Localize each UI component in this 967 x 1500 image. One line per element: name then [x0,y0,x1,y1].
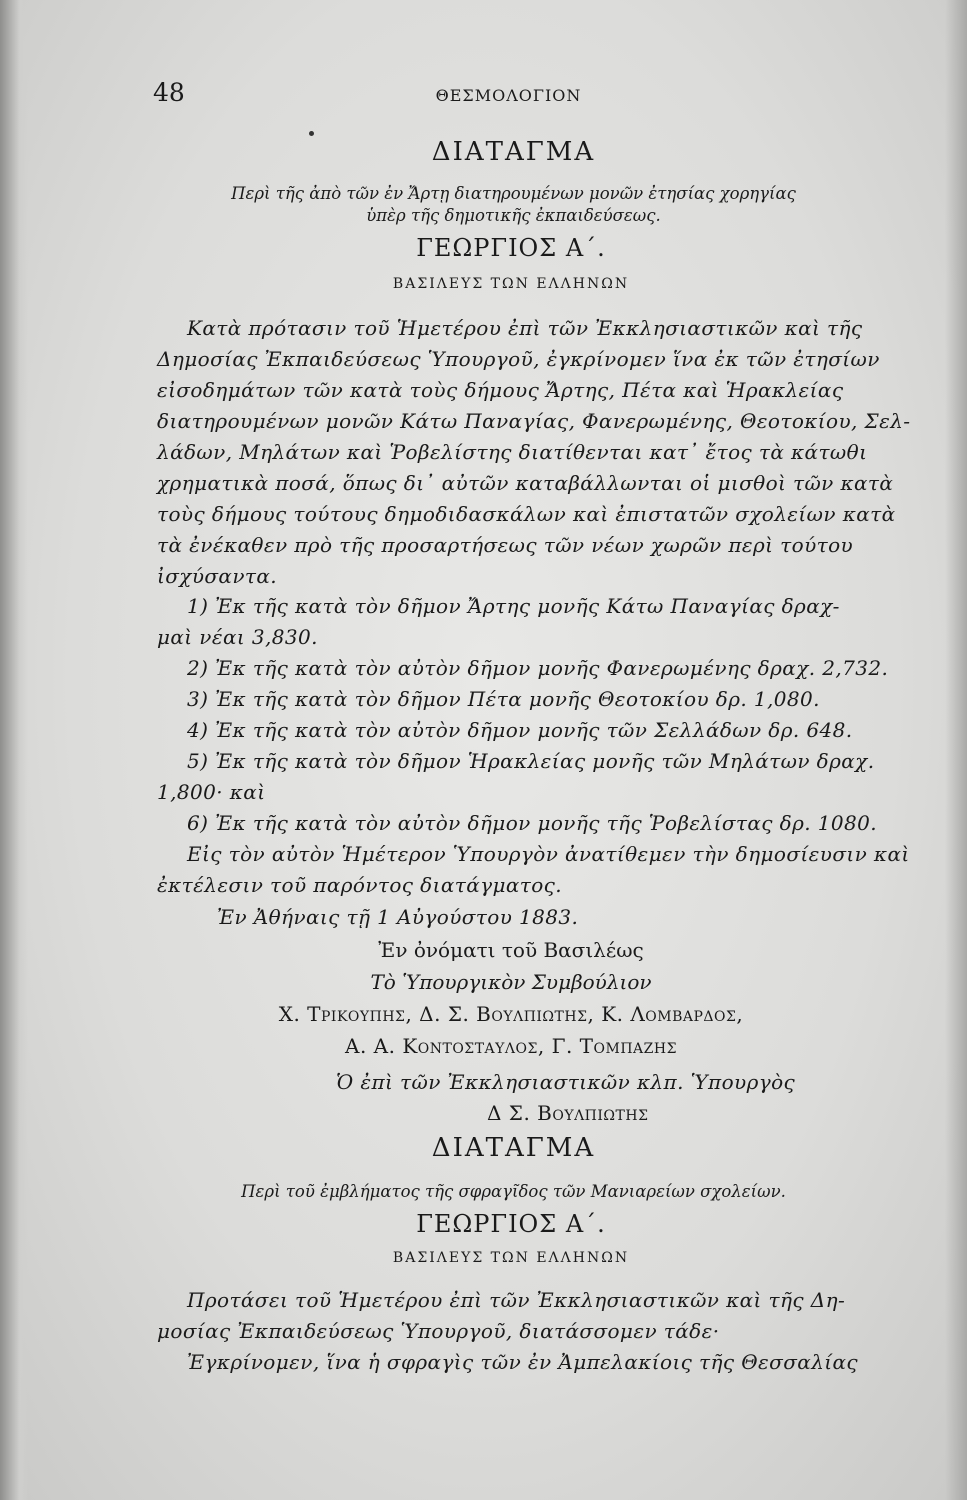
king-name: ΓΕΩΡΓΙΟΣ Α΄. [416,234,606,262]
list-item: 1) Ἐκ τῆς κατὰ τὸν δῆμον Ἄρτης μονῆς Κάτω Παναγίας δραχ- [187,594,840,618]
body-line: Ἐγκρίνομεν, ἵνα ἡ σφραγὶς τῶν ἐν Ἀμπελακίοις τῆς Θεσσαλίας [187,1350,859,1374]
body-line: εἰσοδημάτων τῶν κατὰ τοὺς δήμους Ἄρτης, Πέτα καὶ Ἡρακλείας [157,378,844,402]
list-item: 6) Ἐκ τῆς κατὰ τὸν αὐτὸν δῆμον μονῆς τῆς Ῥοβελίστας δρ. 1080. [187,811,878,835]
page-edge-shadow-right [945,0,967,1500]
closing-line: ἐκτέλεσιν τοῦ παρόντος διατάγματος. [157,873,563,897]
list-item-continuation: 1,800· καὶ [157,780,266,804]
list-item: 4) Ἐκ τῆς κατὰ τὸν αὐτὸν δῆμον μονῆς τῶν Σελλάδων δρ. 648. [187,718,853,742]
page-number: 48 [153,78,185,107]
ink-speck [309,131,314,136]
king-name: ΓΕΩΡΓΙΟΣ Α΄. [416,1210,606,1238]
body-line: Προτάσει τοῦ Ἡμετέρου ἐπὶ τῶν Ἐκκλησιαστικῶν καὶ τῆς Δη- [187,1288,846,1312]
signature-in-name: Ἐν ὀνόματι τοῦ Βασιλέως [378,938,644,962]
signature-minister-name: Δ Σ. Βουλπιωτης [487,1101,649,1125]
king-title: ΒΑΣΙΛΕΥΣ ΤΩΝ ΕΛΛΗΝΩΝ [392,276,630,292]
list-item-continuation: μαὶ νέαι 3,830. [157,625,318,649]
body-line: τὰ ἐνέκαθεν πρὸ τῆς προσαρτήσεως τῶν νέων χωρῶν περὶ τούτου [157,533,854,557]
decree-subtitle-line: ὑπὲρ τῆς δημοτικῆς ἐκπαιδεύσεως. [366,206,661,225]
body-line: τοὺς δήμους τούτους δημοδιδασκάλων καὶ ἐπιστατῶν σχολείων κατὰ [157,502,896,526]
decree-subtitle-line: Περὶ τοῦ ἐμβλήματος τῆς σφραγῖδος τῶν Μανιαρείων σχολείων. [241,1182,786,1201]
decree-subtitle-line: Περὶ τῆς ἀπὸ τῶν ἐν Ἄρτῃ διατηρουμένων μονῶν ἐτησίας χορηγίας [231,184,796,203]
body-line: Δημοσίας Ἐκπαιδεύσεως Ὑπουργοῦ, ἐγκρίνομεν ἵνα ἐκ τῶν ἐτησίων [157,347,880,371]
page-edge-shadow-left [0,0,28,1500]
closing-line: Εἰς τὸν αὐτὸν Ἡμέτερον Ὑπουργὸν ἀνατίθεμεν τὴν δημοσίευσιν καὶ [187,842,910,866]
king-title: ΒΑΣΙΛΕΥΣ ΤΩΝ ΕΛΛΗΝΩΝ [392,1250,630,1266]
signature-minister-role: Ὁ ἐπὶ τῶν Ἐκκλησιαστικῶν κλπ. Ὑπουργὸς [336,1070,796,1094]
body-line: διατηρουμένων μονῶν Κάτω Παναγίας, Φανερωμένης, Θεοτοκίου, Σελ- [157,409,911,433]
body-line: χρηματικὰ ποσά, ὅπως δι᾽ αὐτῶν καταβάλλωνται οἱ μισθοὶ τῶν κατὰ [157,471,894,495]
decree-title: ΔΙΑΤΑΓΜΑ [431,1133,596,1163]
list-item: 2) Ἐκ τῆς κατὰ τὸν αὐτὸν δῆμον μονῆς Φανερωμένης δραχ. 2,732. [187,656,889,680]
body-line: μοσίας Ἐκπαιδεύσεως Ὑπουργοῦ, διατάσσομεν τάδε· [157,1319,720,1343]
list-item: 3) Ἐκ τῆς κατὰ τὸν δῆμον Πέτα μονῆς Θεοτοκίου δρ. 1,080. [187,687,820,711]
signature-ministers: Χ. Τρικουπης, Δ. Σ. Βουλπιωτης, Κ. Λομβαρδος, [278,1002,744,1026]
decree-date: Ἐν Ἀθήναις τῇ 1 Αὐγούστου 1883. [217,905,579,929]
decree-title: ΔΙΑΤΑΓΜΑ [431,137,596,167]
signature-ministers: Α. Α. Κοντοσταυλος, Γ. Τομπαζης [345,1034,677,1058]
signature-council: Τὸ Ὑπουργικὸν Συμβούλιον [370,970,652,994]
running-title: ΘΕΣΜΟΛΟΓΙΟΝ [435,86,582,105]
list-item: 5) Ἐκ τῆς κατὰ τὸν δῆμον Ἡρακλείας μονῆς τῶν Μηλάτων δραχ. [187,749,875,773]
body-line: Κατὰ πρότασιν τοῦ Ἡμετέρου ἐπὶ τῶν Ἐκκλησιαστικῶν καὶ τῆς [187,316,863,340]
body-line: λάδων, Μηλάτων καὶ Ῥοβελίστης διατίθενται κατ᾽ ἔτος τὰ κάτωθι [157,440,868,464]
body-line: ἰσχύσαντα. [157,564,278,588]
